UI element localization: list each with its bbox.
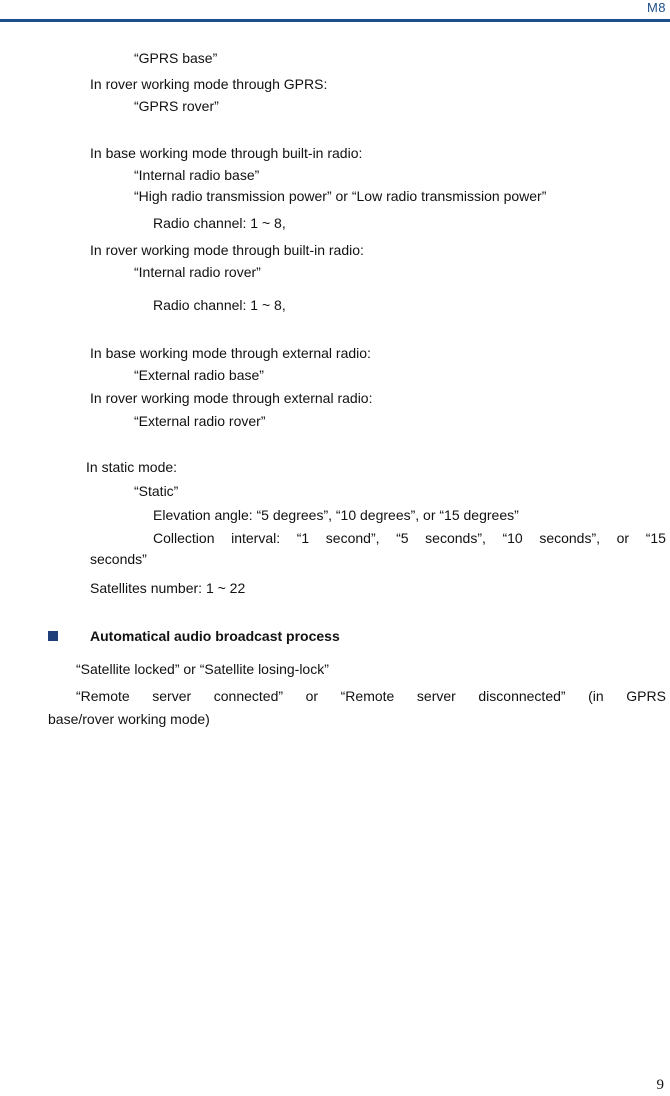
page-header-title: M8 [646,0,666,15]
header-rule [0,19,670,22]
section-heading: Automatical audio broadcast process [90,628,340,644]
text-rover-builtin-radio: In rover working mode through built-in radio: [90,242,364,258]
text-satellite-locked: “Satellite locked” or “Satellite losing-lock” [76,661,329,677]
text-radio-channel-2: Radio channel: 1 ~ 8, [153,297,286,313]
square-bullet-icon [48,631,58,641]
text-internal-radio-rover: “Internal radio rover” [134,264,261,280]
text-seconds: seconds” [90,551,147,567]
text-rover-external-radio: In rover working mode through external radio: [90,390,373,406]
text-static-mode: In static mode: [86,459,178,475]
text-radio-channel-1: Radio channel: 1 ~ 8, [153,215,286,231]
text-internal-radio-base: “Internal radio base” [134,167,260,183]
text-base-external-radio: In base working mode through external radio: [90,345,371,361]
text-static: “Static” [134,483,179,499]
text-base-rover-mode: base/rover working mode) [48,711,210,727]
text-satellites-number: Satellites number: 1 ~ 22 [90,580,246,596]
text-external-radio-base: “External radio base” [134,367,264,383]
text-collection-interval: Collection interval: “1 second”, “5 seconds”, “10 seconds”, or “15 [153,530,666,546]
text-remote-server: “Remote server connected” or “Remote server disconnected” (in GPRS [76,688,666,704]
text-elevation-angle: Elevation angle: “5 degrees”, “10 degrees”, or “15 degrees” [153,507,519,523]
text-gprs-base: “GPRS base” [134,50,218,66]
page-number: 9 [656,1077,664,1093]
text-base-builtin-radio: In base working mode through built-in radio: [90,145,363,161]
text-gprs-rover: “GPRS rover” [134,98,219,114]
text-transmission-power: “High radio transmission power” or “Low radio transmission power” [134,188,547,204]
text-external-radio-rover: “External radio rover” [134,413,266,429]
text-rover-gprs: In rover working mode through GPRS: [90,76,328,92]
